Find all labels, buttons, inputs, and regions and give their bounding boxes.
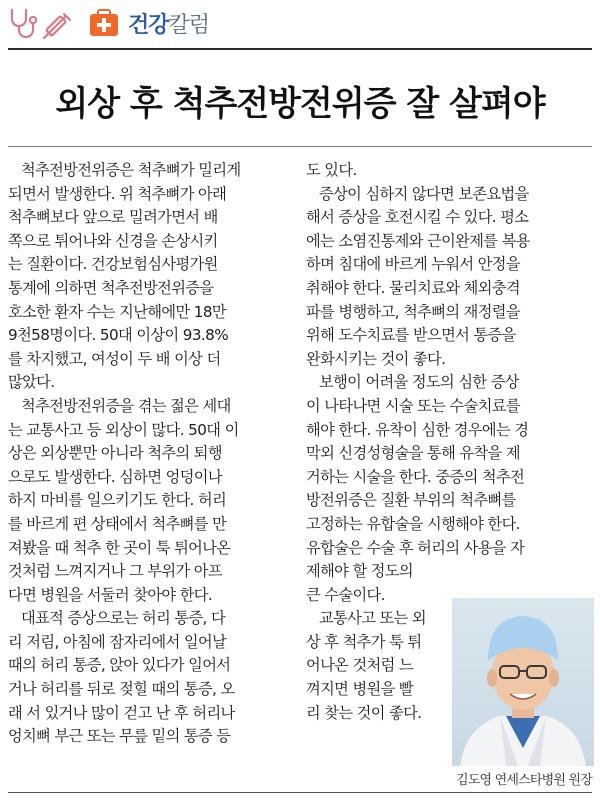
first-aid-kit-icon <box>90 10 118 36</box>
paragraph: 보행이 어려울 정도의 심한 증상 이 나타나면 시술 또는 수술치료를 해야 한다. 유착이 심한 경우에는 경 막외 신경성형술을 통해 유착을 제 거하는 시술을 한다. 중증의 척추전 방전위증은 질환 부위의 척추뼈를 고정하는 유합술을 시행해야 한다. 유합술은 수술 후 허리의 사용을 자 제해야 할 정도의 큰 수술이다. <box>306 373 529 604</box>
author-byline: 김도영 연세스타병원 원장 <box>455 773 592 788</box>
column-label <box>128 8 209 39</box>
article-column-left <box>8 159 298 749</box>
headline-rule <box>8 146 592 147</box>
article-headline: 외상 후 척추전방전위증 잘 살펴야 <box>55 84 545 124</box>
paragraph: 도 있다. <box>306 161 357 179</box>
author-photo <box>452 598 594 766</box>
stethoscope-icon <box>12 10 36 37</box>
column-label-rest: 칼럼 <box>168 13 210 38</box>
footer-rule <box>8 792 592 793</box>
column-label-bold: 건강 <box>128 13 169 38</box>
paragraph: 척추전방전위증은 척추뼈가 밀리게 되면서 발생한다. 위 척추뼈가 아래 척추뼈보다 앞으로 밀려가면서 배 쪽으로 튀어나와 신경을 손상시키 는 질환이다. 건강보험심사평가원 통계에 의하면 척추전방전위증을 호소한 환자 수는 지난해에만 18만 9천58명이다. 50대 이상이 93.8% 를 차지했고, 여성이 두 배 이상 더 많았다. <box>8 161 241 392</box>
paragraph: 교통사고 또는 외 상 후 척추가 툭 튀 어나온 것처럼 느 껴지면 병원을 빨 리 찾는 것이 좋다. <box>306 609 426 722</box>
paragraph: 대표적 증상으로는 허리 통증, 다 리 저림, 아침에 잠자리에서 일어날 때의 허리 통증, 앉아 있다가 일어서 거나 허리를 뒤로 젖힐 때의 통증, 오 래 서 있거나 많이 걷고 난 후 허리나 엉치뼈 부근 또는 무릎 밑의 통증 등 <box>8 609 235 746</box>
paragraph: 증상이 심하지 않다면 보존요법을 해서 증상을 호전시킬 수 있다. 평소 에는 소염진통제와 근이완제를 복용 하며 침대에 바르게 누워서 안정을 취해야 한다. 물리치료와 체외충격 파를 병행하고, 척추뼈의 재정렬을 위해 도수치료를 받으면서 통증을 완화시키는 것이 좋다. <box>306 184 530 368</box>
header-rule <box>8 48 592 50</box>
column-header <box>0 0 600 46</box>
syringe-icon <box>44 14 70 38</box>
header-icons <box>6 6 124 44</box>
paragraph: 척추전방전위증을 겪는 젊은 세대 는 교통사고 등 외상이 많다. 50대 이 상은 외상뿐만 아니라 척추의 퇴행 으로도 발생한다. 심하면 엉덩이나 하지 마비를 일으키기도 한다. 허리 를 바르게 편 상태에서 척추뼈를 만 져봤을 때 척추 한 곳이 툭 튀어나온 것처럼 느껴지거나 그 부위가 아프 다면 병원을 서둘러 찾아야 한다. <box>8 396 239 604</box>
